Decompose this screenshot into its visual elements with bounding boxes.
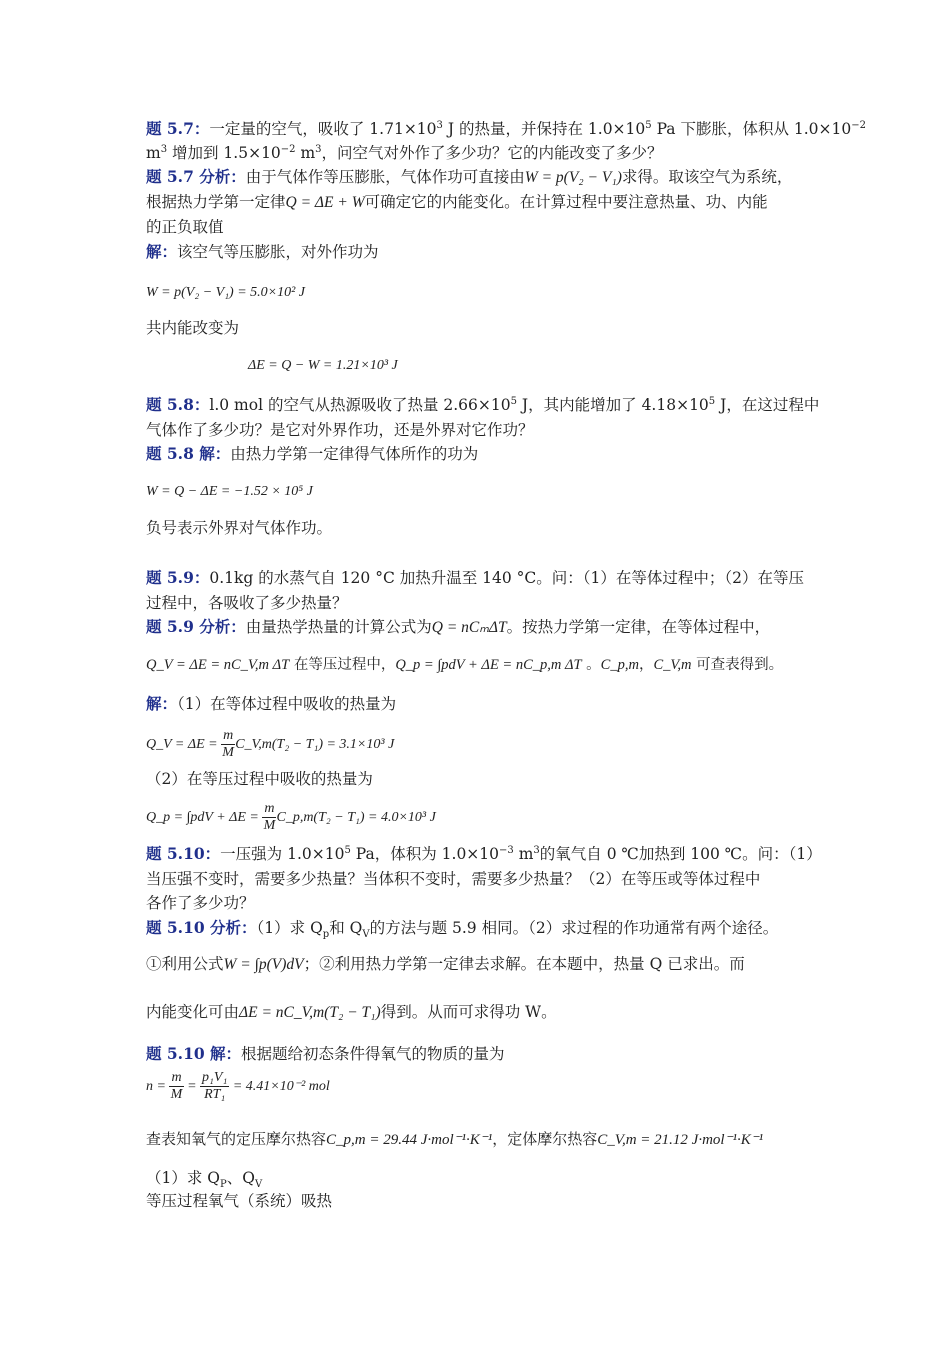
text: 、Q bbox=[226, 1169, 255, 1187]
analysis-5-10-line2 bbox=[146, 953, 745, 976]
fraction bbox=[169, 1070, 183, 1103]
text: 由于气体作等压膨胀，气体作功可直接由 bbox=[245, 168, 525, 186]
formula: Q = nCₘΔT bbox=[431, 619, 507, 636]
text: 在等压过程中， bbox=[289, 657, 396, 673]
text: m bbox=[513, 845, 534, 863]
equation-qv bbox=[146, 724, 394, 765]
analysis-5-9-line2 bbox=[146, 654, 783, 676]
formula: = 4.41×10⁻² mol bbox=[229, 1079, 330, 1094]
formula: C_p,m bbox=[600, 657, 639, 673]
formula: C_V,m bbox=[653, 657, 692, 673]
equation-n bbox=[146, 1066, 330, 1107]
problem-label: 题 5.8： bbox=[146, 395, 210, 414]
formula: W = p(V₂ − V₁) bbox=[524, 169, 622, 186]
sup: 3 bbox=[436, 119, 443, 131]
solution-5-9-line2: （2）在等压过程中吸收的热量为 bbox=[146, 770, 373, 788]
text: （1）求 Q bbox=[256, 919, 323, 937]
analysis-5-10-line1 bbox=[146, 917, 778, 939]
text: （1）在等体过程中吸收的热量为 bbox=[177, 695, 397, 713]
formula: Q_V = ΔE = nC_V,m ΔT bbox=[146, 657, 290, 673]
formula: ΔE = nC_V,m(T₂ − T₁) bbox=[239, 1004, 381, 1021]
problem-5-10-line2: 当压强不变时，需要多少热量？当体积不变时，需要多少热量？（2）在等压或等体过程中 bbox=[146, 870, 761, 888]
formula: Q_V = ΔE = bbox=[146, 737, 222, 752]
formula: C_p,m = 29.44 J·mol⁻¹·K⁻¹ bbox=[326, 1132, 493, 1148]
text: 由热力学第一定律得气体所作的功为 bbox=[230, 445, 479, 463]
fraction bbox=[262, 801, 276, 834]
text: Pa，体积为 1.0×10 bbox=[350, 845, 500, 863]
equation-delta-e: ΔE = Q − W = 1.21×10³ J bbox=[248, 358, 398, 373]
text: 和 Q bbox=[329, 919, 363, 937]
text: 根据题给初态条件得氧气的物质的量为 bbox=[241, 1045, 505, 1063]
problem-5-7-line2 bbox=[146, 142, 663, 164]
formula: = bbox=[183, 1079, 201, 1094]
sub: P bbox=[220, 1179, 227, 1191]
fraction-denominator: M bbox=[170, 1086, 183, 1102]
text: 增加到 1.5×10 bbox=[167, 144, 281, 162]
text: Pa 下膨胀，体积从 1.0×10 bbox=[651, 120, 852, 138]
text: ；②利用热力学第一定律去求解。在本题中，热量 Q 已求出。而 bbox=[303, 955, 745, 973]
equation-qp bbox=[146, 797, 436, 838]
analysis-5-7-line2 bbox=[146, 191, 768, 214]
text: 内能变化可由 bbox=[146, 1003, 240, 1021]
text: m bbox=[146, 144, 161, 162]
text: 。 bbox=[581, 657, 601, 673]
text: J，在这过程中 bbox=[715, 396, 820, 414]
fraction-numerator: m bbox=[264, 800, 275, 816]
text: l.0 mol 的空气从热源吸收了热量 2.66×10 bbox=[209, 396, 511, 414]
problem-label: 题 5.9： bbox=[146, 568, 210, 587]
problem-5-9-line1 bbox=[146, 567, 804, 589]
text: 该空气等压膨胀，对外作功为 bbox=[177, 243, 379, 261]
solution-label: 题 5.8 解： bbox=[146, 444, 231, 463]
solution-label: 解： bbox=[146, 694, 178, 713]
problem-label: 题 5.7： bbox=[146, 119, 210, 138]
sup: −2 bbox=[280, 143, 296, 155]
text: （1）求 Q bbox=[146, 1169, 220, 1187]
sup: 5 bbox=[708, 395, 716, 407]
problem-5-7-line1 bbox=[146, 118, 866, 140]
problem-5-10-line1 bbox=[146, 843, 822, 865]
text: 一压强为 1.0×10 bbox=[220, 845, 345, 863]
problem-5-9-line2: 过程中，各吸收了多少热量？ bbox=[146, 594, 348, 612]
solution-5-8-line1 bbox=[146, 443, 478, 465]
sup: 5 bbox=[344, 844, 351, 856]
formula: C_V,m = 21.12 J·mol⁻¹·K⁻¹ bbox=[597, 1132, 764, 1148]
text: 由量热学热量的计算公式为 bbox=[245, 618, 432, 636]
sup: 3 bbox=[533, 844, 540, 856]
text: 根据热力学第一定律 bbox=[146, 193, 286, 211]
sup: 3 bbox=[160, 143, 168, 155]
problem-5-10-line3: 各作了多少功？ bbox=[146, 894, 255, 912]
sub: V bbox=[362, 929, 370, 941]
fraction-numerator: m bbox=[171, 1069, 182, 1085]
sup: 5 bbox=[645, 119, 652, 131]
fraction-denominator: RT₁ bbox=[204, 1086, 226, 1102]
sup: −2 bbox=[851, 119, 867, 131]
fraction-denominator: M bbox=[222, 744, 234, 760]
analysis-label: 题 5.10 分析： bbox=[146, 918, 257, 937]
text: ，定体摩尔热容 bbox=[492, 1130, 598, 1148]
fraction bbox=[221, 728, 235, 761]
analysis-5-9-line1 bbox=[146, 616, 770, 639]
sup: 3 bbox=[315, 143, 322, 155]
text: ①利用公式 bbox=[146, 955, 224, 973]
analysis-label: 题 5.7 分析： bbox=[146, 167, 246, 186]
problem-label: 题 5.10： bbox=[146, 844, 221, 863]
analysis-5-7-line3: 的正负取值 bbox=[146, 218, 224, 236]
text: ， bbox=[638, 657, 654, 673]
solution-5-10-part1 bbox=[146, 1167, 262, 1189]
sup: −3 bbox=[499, 844, 514, 856]
text: m bbox=[295, 144, 316, 162]
formula: Q = ΔE + W bbox=[285, 194, 365, 211]
formula: n = bbox=[146, 1079, 170, 1094]
analysis-5-7-line1 bbox=[146, 166, 792, 189]
solution-5-9-line1 bbox=[146, 693, 396, 715]
solution-5-10-isobaric: 等压过程氧气（系统）吸热 bbox=[146, 1192, 333, 1210]
equation-work: W = p(V₂ − V₁) = 5.0×10² J bbox=[146, 285, 306, 300]
formula: W = ∫p(V)dV bbox=[223, 956, 304, 973]
text-negative-sign: 负号表示外界对气体作功。 bbox=[146, 519, 333, 537]
fraction-numerator: m bbox=[223, 727, 234, 743]
analysis-5-10-line3 bbox=[146, 1001, 557, 1024]
text: J，其内能增加了 4.18×10 bbox=[517, 396, 709, 414]
text: 得到。从而可求得功 W。 bbox=[380, 1003, 557, 1021]
text: 查表知氧气的定压摩尔热容 bbox=[146, 1130, 327, 1148]
fraction-denominator: M bbox=[263, 817, 276, 833]
text: 的方法与题 5.9 相同。（2）求过程的作功通常有两个途径。 bbox=[369, 919, 779, 937]
text: ，问空气对外作了多少功？它的内能改变了多少？ bbox=[321, 144, 663, 162]
fraction bbox=[200, 1070, 229, 1103]
text: 求得。取该空气为系统， bbox=[621, 168, 793, 186]
solution-label: 题 5.10 解： bbox=[146, 1044, 242, 1063]
text: 0.1kg 的水蒸气自 120 °C 加热升温至 140 °C。问：（1）在等体过程中；（2）在等压 bbox=[209, 569, 805, 587]
problem-5-8-line2: 气体作了多少功？是它对外界作功，还是外界对它作功？ bbox=[146, 421, 534, 439]
heat-capacity-line bbox=[146, 1128, 763, 1151]
analysis-label: 题 5.9 分析： bbox=[146, 617, 246, 636]
fraction-numerator: p₁V₁ bbox=[202, 1069, 228, 1085]
formula: Q_p = ∫pdV + ΔE = bbox=[146, 810, 263, 825]
problem-5-8-line1 bbox=[146, 394, 819, 416]
solution-5-7-line1 bbox=[146, 241, 379, 263]
sub: V bbox=[254, 1179, 263, 1191]
solution-5-10-line1 bbox=[146, 1043, 505, 1065]
solution-label: 解： bbox=[146, 242, 178, 261]
text: 可查表得到。 bbox=[691, 657, 784, 673]
formula: Q_p = ∫pdV + ΔE = nC_p,m ΔT bbox=[395, 657, 582, 673]
sub: p bbox=[322, 929, 330, 941]
text: 可确定它的内能变化。在计算过程中要注意热量、功、内能 bbox=[364, 193, 768, 211]
formula: C_p,m(T₂ − T₁) = 4.0×10³ J bbox=[276, 810, 436, 825]
text: J 的热量，并保持在 1.0×10 bbox=[442, 120, 646, 138]
sup: 5 bbox=[510, 395, 517, 407]
formula: C_V,m(T₂ − T₁) = 3.1×10³ J bbox=[235, 737, 395, 752]
text: 的氧气自 0 ℃加热到 100 ℃。问：（1） bbox=[539, 845, 822, 863]
text: 一定量的空气，吸收了 1.71×10 bbox=[209, 120, 437, 138]
text-internal-energy: 共内能改变为 bbox=[146, 319, 240, 337]
text: 。按热力学第一定律，在等体过程中， bbox=[506, 618, 771, 636]
equation-work-5-8: W = Q − ΔE = −1.52 × 10⁵ J bbox=[146, 484, 313, 499]
